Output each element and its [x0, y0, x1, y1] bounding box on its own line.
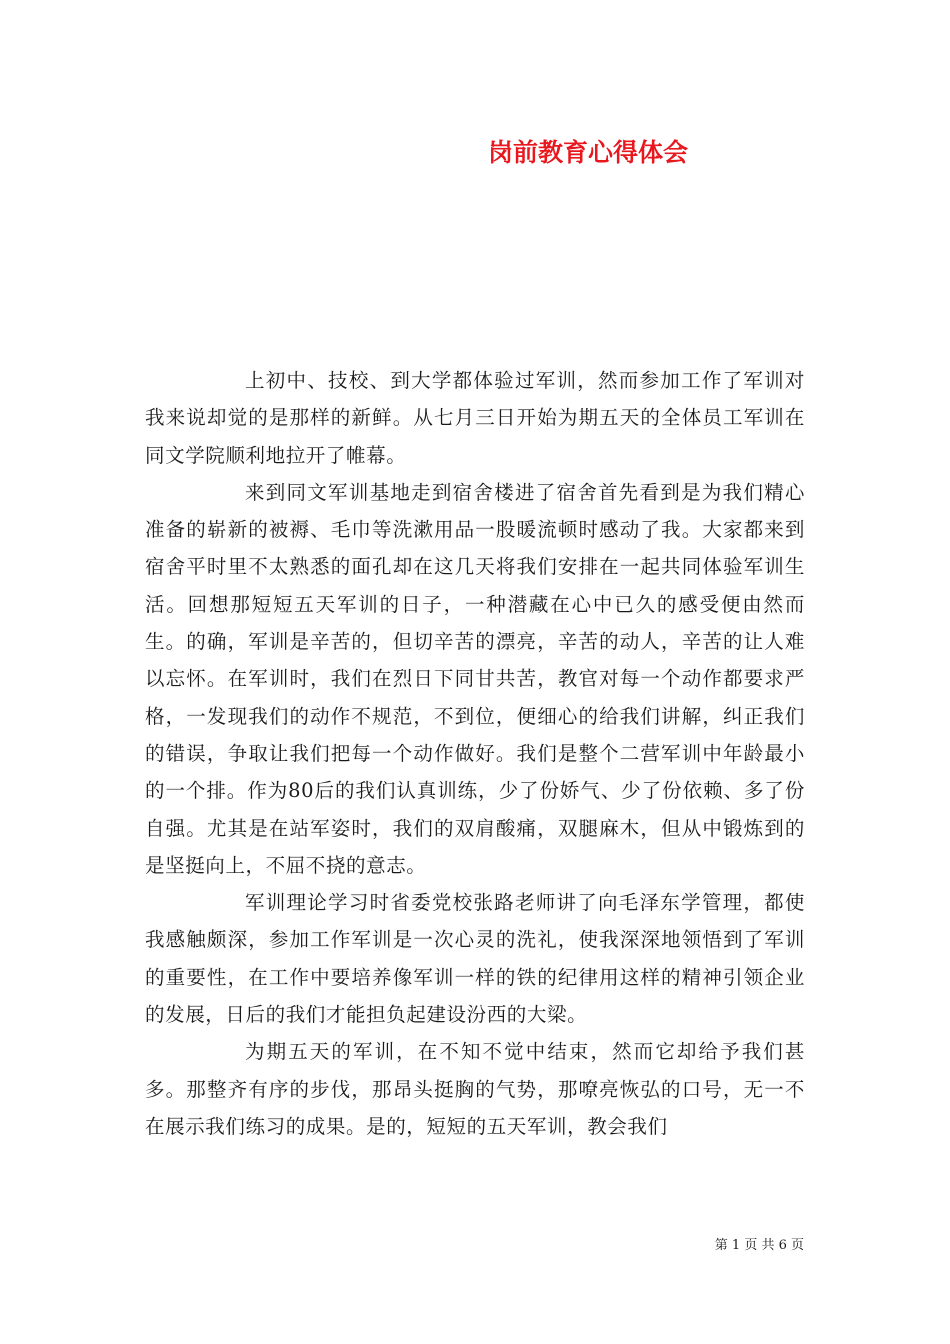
paragraph-4: 为期五天的军训，在不知不觉中结束，然而它却给予我们甚多。那整齐有序的步伐，那昂头挺胸的气势，那嘹亮恢弘的口号，无一不在展示我们练习的成果。是的，短短的五天军训，教会我们 [145, 1040, 805, 1138]
paragraph-2: 来到同文军训基地走到宿舍楼进了宿舍首先看到是为我们精心准备的崭新的被褥、毛巾等洗漱用品一股暖流顿时感动了我。大家都来到宿舍平时里不太熟悉的面孔却在这几天将我们安排在一起共同体验军训生活。回想那短短五天军训的日子，一种潜藏在心中已久的感受便由然而生。的确，军训是辛苦的，但切辛苦的漂亮，辛苦的动人，辛苦的让人难以忘怀。在军训时，我们在烈日下同甘共苦，教官对每一个动作都要求严格，一发现我们的动作不规范，不到位，便细心的给我们讲解，纠正我们的错误，争取让我们把每一个动作做好。我们是整个二营军训中年龄最小的一个排。作为80后的我们认真训练，少了份娇气、少了份依赖、多了份自强。尤其是在站军姿时，我们的双肩酸痛，双腿麻木，但从中锻炼到的是坚挺向上，不屈不挠的意志。 [145, 480, 805, 877]
paragraph-1: 上初中、技校、到大学都体验过军训，然而参加工作了军训对我来说却觉的是那样的新鲜。从七月三日开始为期五天的全体员工军训在同文学院顺利地拉开了帷幕。 [145, 369, 805, 467]
document-title: 岗前教育心得体会 [488, 138, 689, 167]
page-number-footer: 第 1 页 共 6 页 [714, 1238, 804, 1253]
document-body [145, 362, 805, 1145]
paragraph-3: 军训理论学习时省委党校张路老师讲了向毛泽东学管理，都使我感触颇深，参加工作军训是一次心灵的洗礼，使我深深地领悟到了军训的重要性，在工作中要培养像军训一样的铁的纪律用这样的精神引领企业的发展，日后的我们才能担负起建设汾西的大梁。 [145, 891, 805, 1027]
